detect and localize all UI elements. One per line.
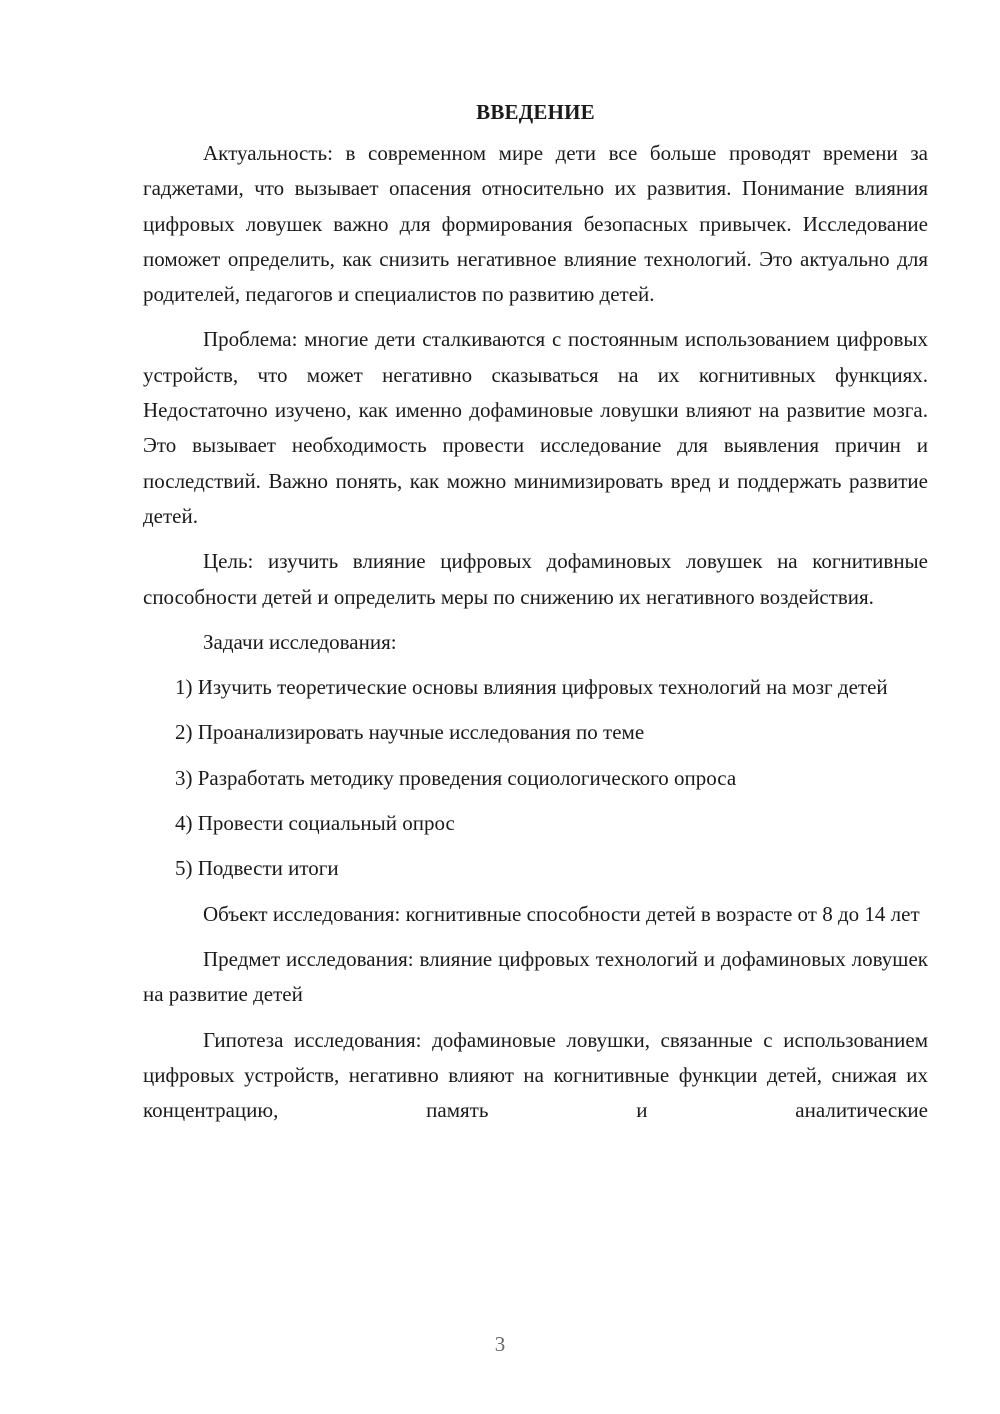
tasks-heading: Задачи исследования: — [203, 629, 397, 654]
task-item-4: 4) Провести социальный опрос — [175, 811, 455, 836]
paragraph-problem: Проблема: многие дети сталкиваются с постоянным использованием цифровых устройств, что может негативно сказываться на их когнитивных функциях. Недостаточно изучено, как именно дофаминовые ловушки влияют на развитие мозга. Это вызывает необходимость провести исследование для выявления причин и последствий. Важно понять, как можно минимизировать вред и поддержать развитие детей. — [143, 327, 928, 528]
paragraph-relevance: Актуальность: в современном мире дети все больше проводят времени за гаджетами, что вызывает опасения относительно их развития. Понимание влияния цифровых ловушек важно для формирования безопасных привычек. Исследование поможет определить, как снизить негативное влияние технологий. Это актуально для родителей, педагогов и специалистов по развитию детей. — [143, 141, 928, 307]
task-item-1: 1) Изучить теоретические основы влияния цифровых технологий на мозг детей — [175, 675, 888, 700]
document-page — [143, 96, 928, 1128]
paragraph-hypothesis: Гипотеза исследования: дофаминовые ловушки, связанные с использованием цифровых устройств, негативно влияют на когнитивные функции детей, снижая их концентрацию, память и аналитические — [143, 1027, 928, 1123]
paragraph-goal: Цель: изучить влияние цифровых дофаминовых ловушек на когнитивные способности детей и определить меры по снижению их негативного воздействия. — [143, 549, 928, 609]
page-number: 3 — [494, 1332, 506, 1356]
paragraph-object: Объект исследования: когнитивные способности детей в возрасте от 8 до 14 лет — [203, 901, 920, 926]
task-item-2: 2) Проанализировать научные исследования по теме — [175, 720, 645, 745]
task-item-5: 5) Подвести итоги — [175, 856, 339, 881]
paragraph-subject: Предмет исследования: влияние цифровых технологий и дофаминовых ловушек на развитие детей — [143, 946, 928, 1007]
section-title: ВВЕДЕНИЕ — [476, 100, 595, 124]
task-item-3: 3) Разработать методику проведения социологического опроса — [175, 765, 737, 790]
